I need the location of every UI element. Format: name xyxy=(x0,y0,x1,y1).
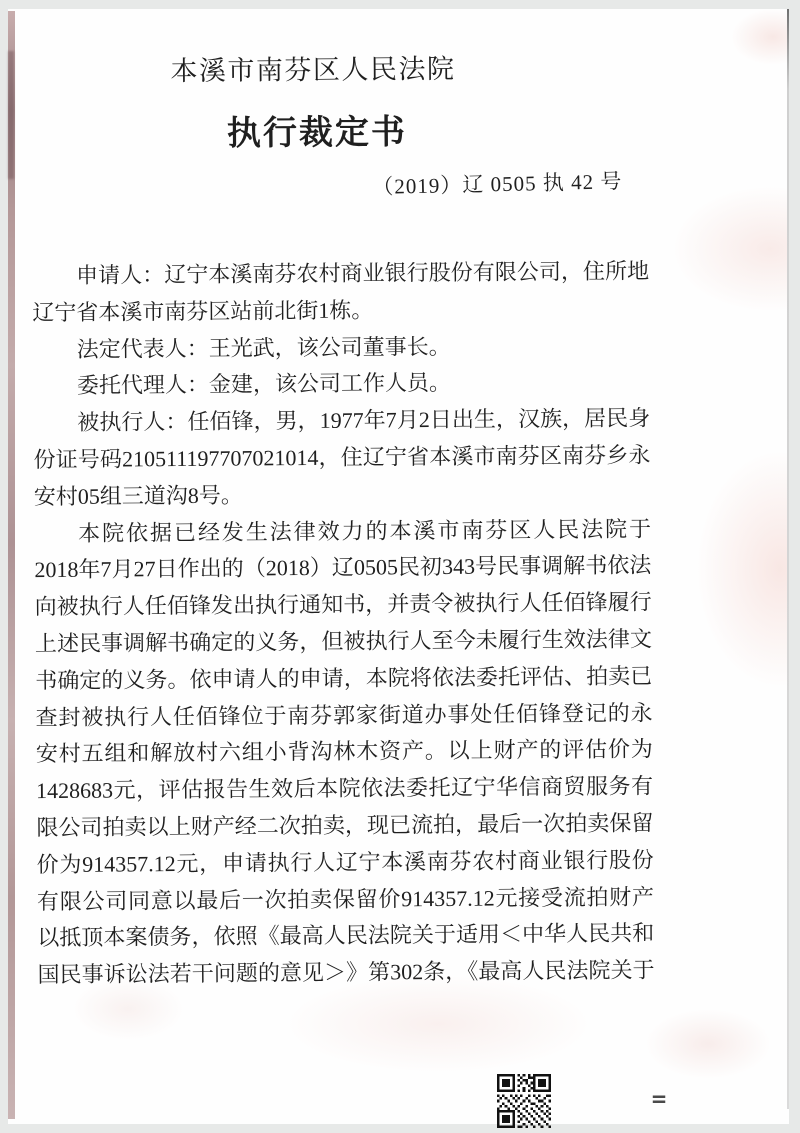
body-line: 价为914357.12元，申请执行人辽宁本溪南芬农村商业银行股份 xyxy=(36,847,654,877)
document-page xyxy=(8,9,789,1124)
document-body xyxy=(32,253,655,994)
body-line: 辽宁省本溪市南芬区站前北街1栋。 xyxy=(32,297,374,325)
body-line: 限公司拍卖以上财产经二次拍卖，现已流拍，最后一次拍卖保留 xyxy=(36,810,654,841)
document-title: 执行裁定书 xyxy=(226,114,408,153)
body-line: 上述民事调解书确定的义务，但被执行人至今未履行生效法律文 xyxy=(34,626,653,657)
body-line: 安村五组和解放村六组小背沟林木资产。以上财产的评估价为 xyxy=(35,736,653,767)
body-line: 申请人：辽宁本溪南芬农村商业银行股份有限公司，住所地 xyxy=(75,258,650,288)
court-name: 本溪市南芬区人民法院 xyxy=(170,53,456,87)
body-line: 委托代理人：金建，该公司工作人员。 xyxy=(76,370,452,399)
body-line: 以抵顶本案债务，依照《最高人民法院关于适用＜中华人民共和 xyxy=(37,920,655,951)
body-line: 1428683元，评估报告生效后本院依法委托辽宁华信商贸服务有 xyxy=(36,773,654,804)
body-line: 有限公司同意以最后一次拍卖保留价914357.12元接受流拍财产 xyxy=(36,883,655,914)
body-line: 本院依据已经发生法律效力的本溪市南芬区人民法院于 xyxy=(78,515,652,546)
scan-edge-smudge xyxy=(8,51,14,179)
case-number: （2019）辽 0505 执 42 号 xyxy=(372,169,623,200)
body-line: 法定代表人：王光武，该公司董事长。 xyxy=(76,333,451,362)
body-line: 查封被执行人任佰锋位于南芬郭家街道办事处任佰锋登记的永 xyxy=(35,699,653,730)
body-line: 书确定的义务。依申请人的申请，本院将依法委托评估、拍卖已 xyxy=(35,663,653,693)
equals-mark: = xyxy=(651,1087,667,1111)
body-line: 2018年7月27日作出的（2018）辽0505民初343号民事调解书依法 xyxy=(34,552,652,583)
body-line: 安村05组三道沟8号。 xyxy=(33,482,243,509)
scan-edge-right xyxy=(787,9,789,1109)
body-line: 向被执行人任佰锋发出执行通知书，并责令被执行人任佰锋履行 xyxy=(34,589,652,620)
document-content xyxy=(30,4,663,994)
qr-code-icon xyxy=(497,1074,551,1128)
body-line: 国民事诉讼法若干问题的意见＞》第302条，《最高人民法院关于 xyxy=(37,957,655,988)
body-line: 被执行人：任佰锋，男，1977年7月2日出生，汉族，居民身 xyxy=(77,405,651,436)
body-line: 份证号码210511197707021014，住辽宁省本溪市南芬区南芬乡永 xyxy=(33,442,651,473)
